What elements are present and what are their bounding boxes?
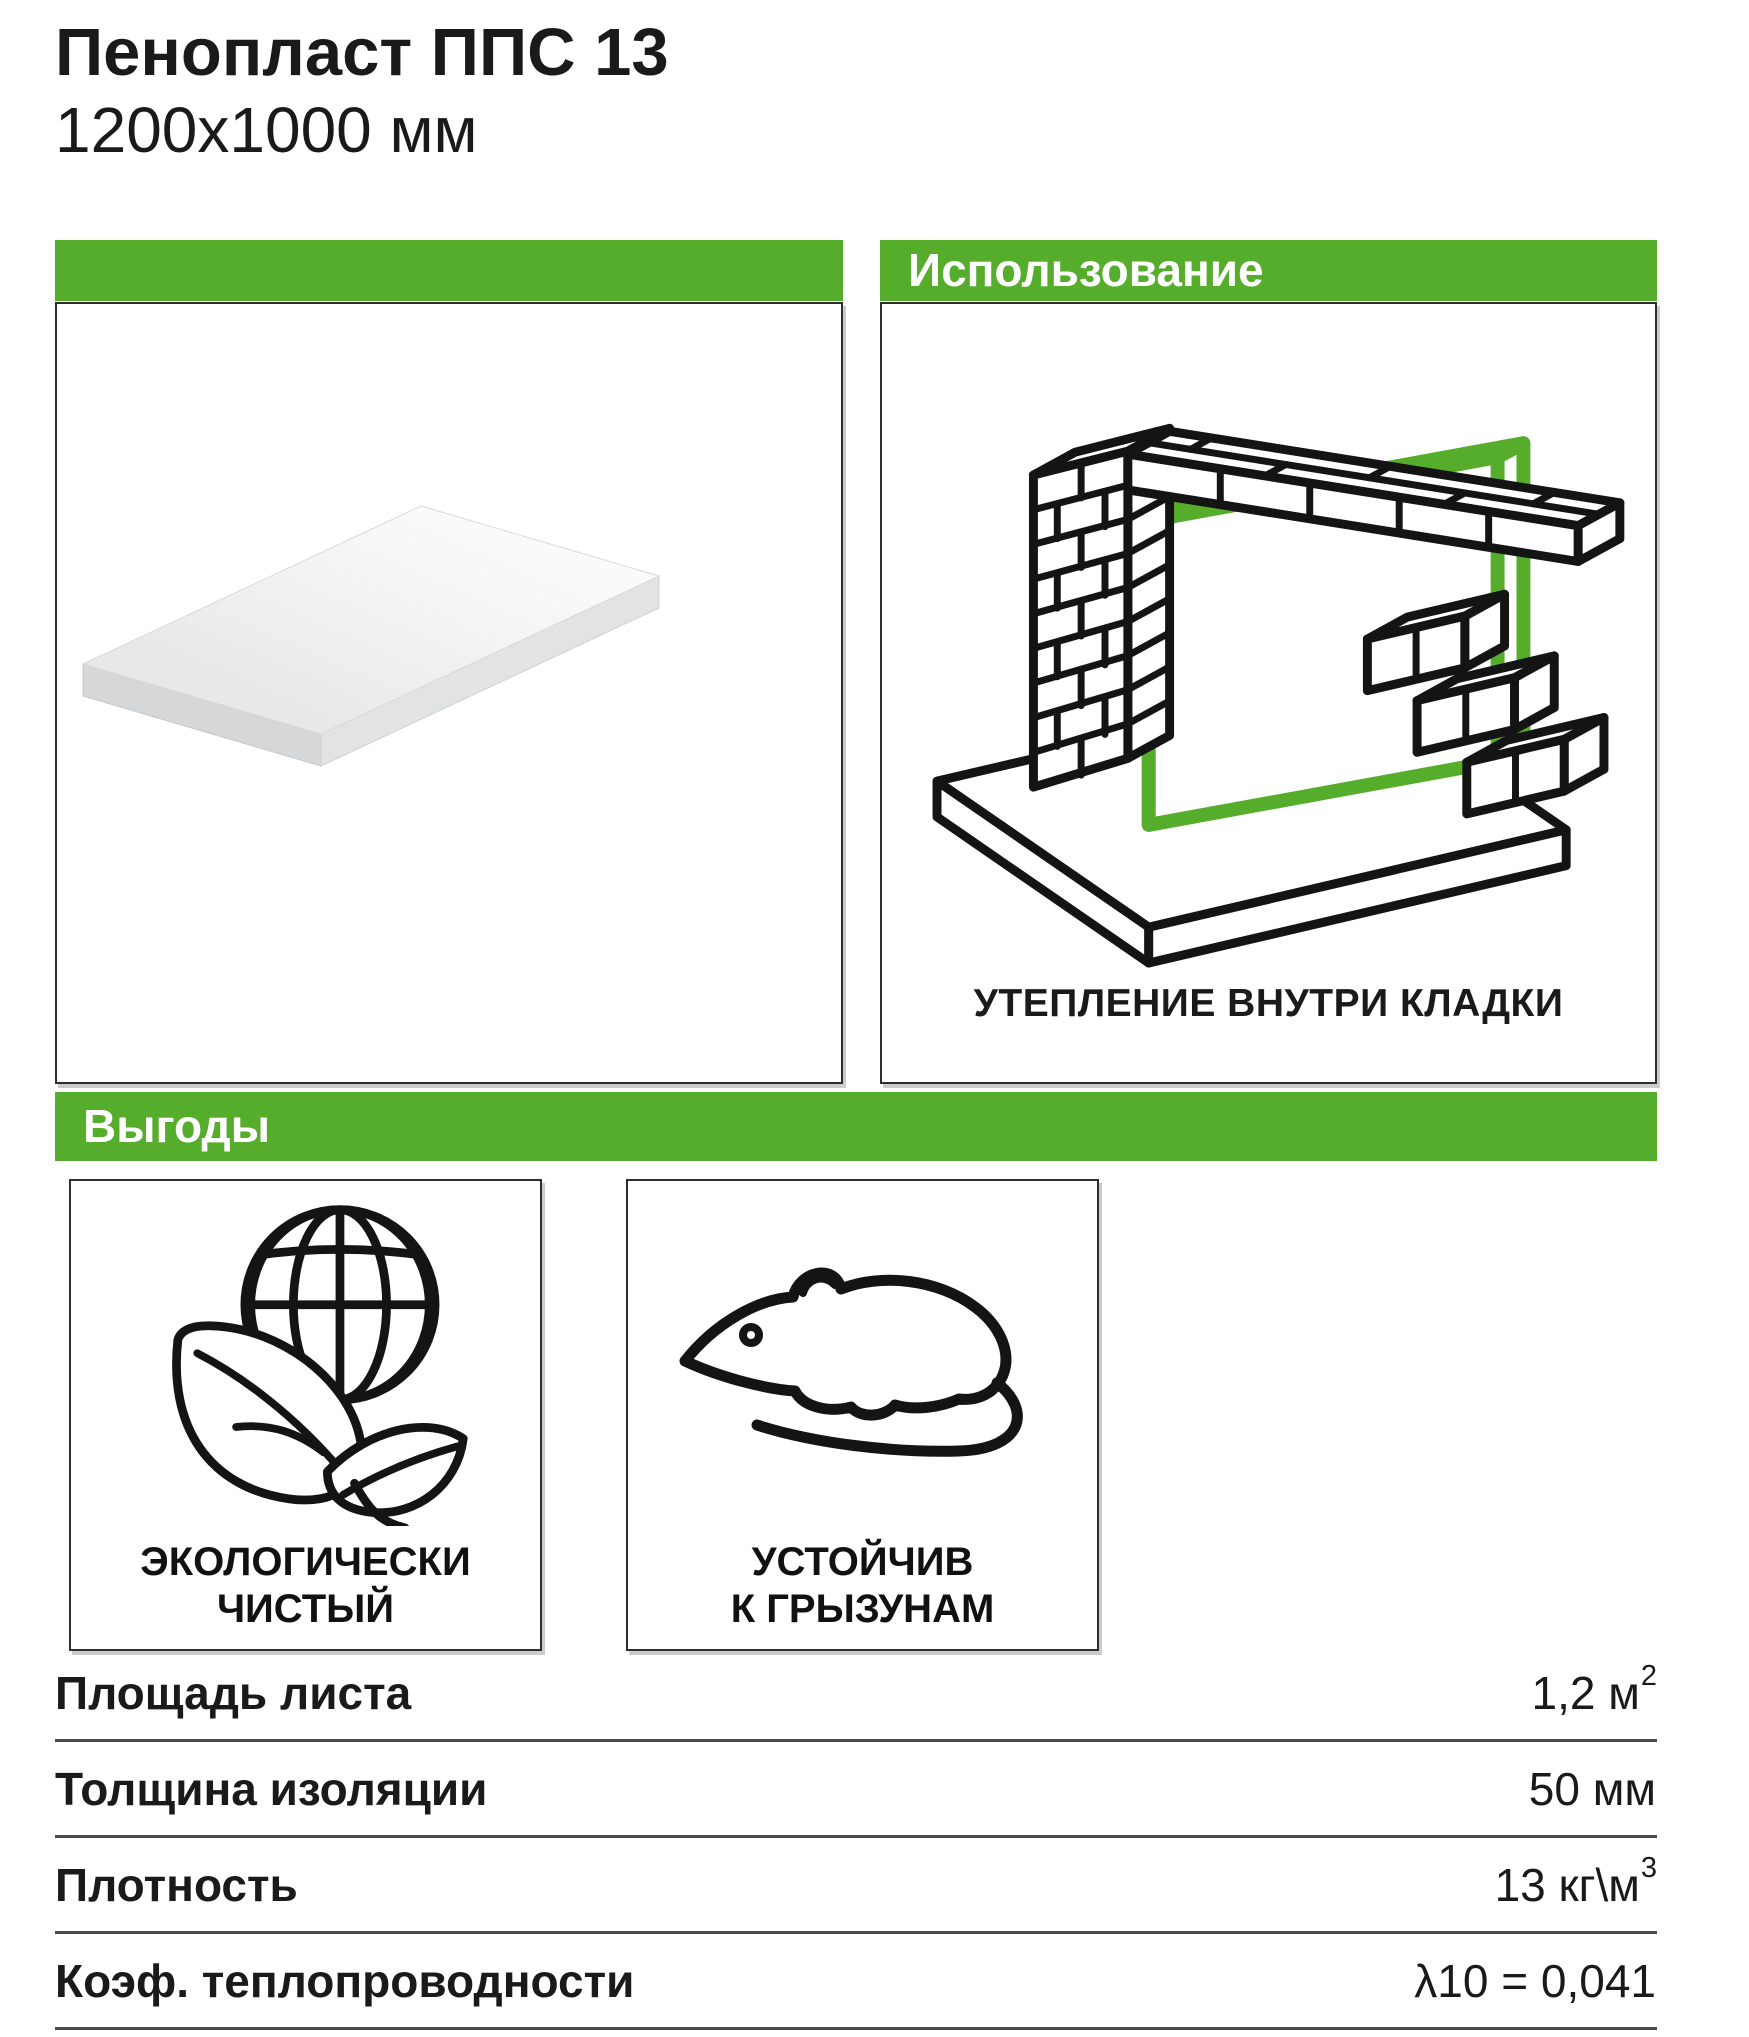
benefits-header-bar <box>55 1092 1657 1161</box>
benefit-rodent-label: УСТОЙЧИВ К ГРЫЗУНАМ <box>730 1540 995 1632</box>
spec-row-density: Плотность 13 $кг\backslash м^3$ <box>55 1838 1657 1934</box>
page-title: Пенопласт ППС 13 <box>55 15 669 90</box>
benefit-eco-box <box>69 1179 542 1651</box>
usage-header-label: Использование <box>908 244 1264 296</box>
benefits-header-label: Выгоды <box>83 1100 271 1152</box>
usage-panel <box>880 302 1657 1084</box>
benefit-eco-label: ЭКОЛОГИЧЕСКИ ЧИСТЫЙ <box>140 1540 471 1632</box>
eco-globe-leaves-icon <box>141 1196 471 1526</box>
product-image-panel <box>55 302 843 1084</box>
foam-sheet-image <box>71 454 671 784</box>
rodent-mouse-icon <box>648 1211 1078 1511</box>
usage-caption: УТЕПЛЕНИЕ ВНУТРИ КЛАДКИ <box>973 982 1564 1025</box>
spec-table <box>55 1646 1657 2030</box>
spec-row-thermal-conductivity: Коэф. теплопроводности λ10 = 0,041 <box>55 1934 1657 2030</box>
wall-insulation-illustration <box>882 314 1655 970</box>
spec-row-thickness: Толщина изоляции 50 мм <box>55 1742 1657 1838</box>
spec-row-sheet-area: Площадь листа 1,2 $м^2$ <box>55 1646 1657 1742</box>
page-subtitle: 1200x1000 мм <box>55 94 478 166</box>
product-header-bar <box>55 240 843 301</box>
usage-header-bar <box>880 240 1657 301</box>
benefit-rodent-box <box>626 1179 1099 1651</box>
